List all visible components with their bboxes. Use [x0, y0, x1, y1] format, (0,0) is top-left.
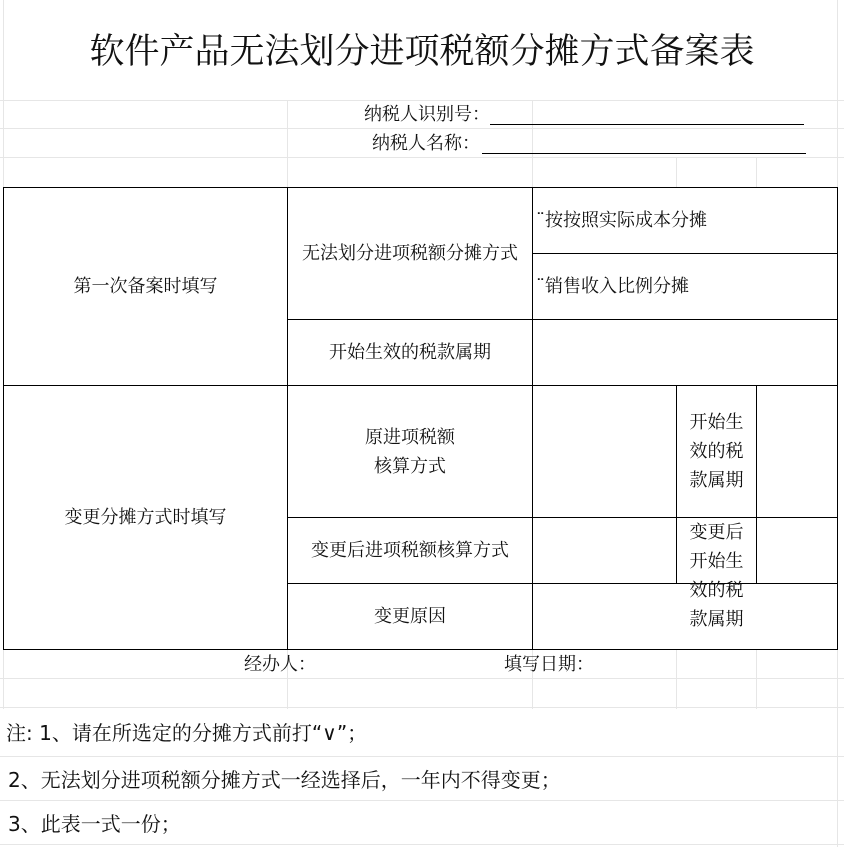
- changed-start-field[interactable]: [757, 518, 837, 583]
- gridline: [756, 157, 757, 187]
- handler-label: 经办人：: [244, 654, 316, 675]
- fill-date-label: 填写日期：: [504, 654, 594, 675]
- taxpayer-name-field[interactable]: [482, 153, 806, 154]
- changed-start-label: 变更后开始生效的税款属期: [689, 522, 744, 630]
- option-sales-ratio[interactable]: ¨销售收入比例分摊: [536, 276, 689, 297]
- gridline: [756, 649, 757, 709]
- gridline: [287, 100, 288, 187]
- table-border: [837, 187, 838, 650]
- taxpayer-name-label: 纳税人名称：: [372, 133, 480, 154]
- changed-method-label: 变更后进项税额核算方式: [311, 540, 509, 561]
- taxpayer-id-field[interactable]: [490, 124, 804, 125]
- change-section-label: 变更分摊方式时填写: [64, 507, 227, 528]
- note-2: 2、无法划分进项税额分摊方式一经选择后，一年内不得变更；: [8, 768, 561, 792]
- document-title: 软件产品无法划分进项税额分摊方式备案表: [89, 32, 755, 72]
- gridline: [0, 707, 844, 708]
- start-effective-label: 开始生效的税款属期: [689, 412, 744, 491]
- gridline: [0, 756, 844, 757]
- method-label: 无法划分进项税额分摊方式: [302, 243, 518, 264]
- gridline: [0, 844, 844, 845]
- gridline: [0, 800, 844, 801]
- gridline: [837, 649, 838, 847]
- taxpayer-id-label: 纳税人识别号：: [364, 104, 490, 125]
- changed-method-field[interactable]: [533, 518, 676, 583]
- change-reason-field[interactable]: [533, 584, 837, 649]
- table-border: [3, 649, 838, 650]
- gridline: [676, 157, 677, 187]
- effective-period-label: 开始生效的税款属期: [329, 342, 491, 363]
- note-3: 3、此表一式一份；: [8, 812, 181, 836]
- original-method-field[interactable]: [533, 386, 676, 517]
- gridline: [532, 100, 533, 187]
- gridline: [676, 649, 677, 709]
- note-1: 注: 1、请在所选定的分摊方式前打“∨”；: [6, 721, 368, 745]
- option-actual-cost[interactable]: ¨按按照实际成本分摊: [536, 210, 707, 231]
- start-effective-field[interactable]: [757, 386, 837, 517]
- change-reason-label: 变更原因: [374, 606, 446, 627]
- first-filing-label: 第一次备案时填写: [73, 276, 218, 297]
- gridline: [0, 678, 844, 679]
- gridline: [3, 649, 4, 709]
- effective-period-field[interactable]: [533, 320, 837, 385]
- original-method-label: 原进项税额 核算方式: [365, 426, 455, 477]
